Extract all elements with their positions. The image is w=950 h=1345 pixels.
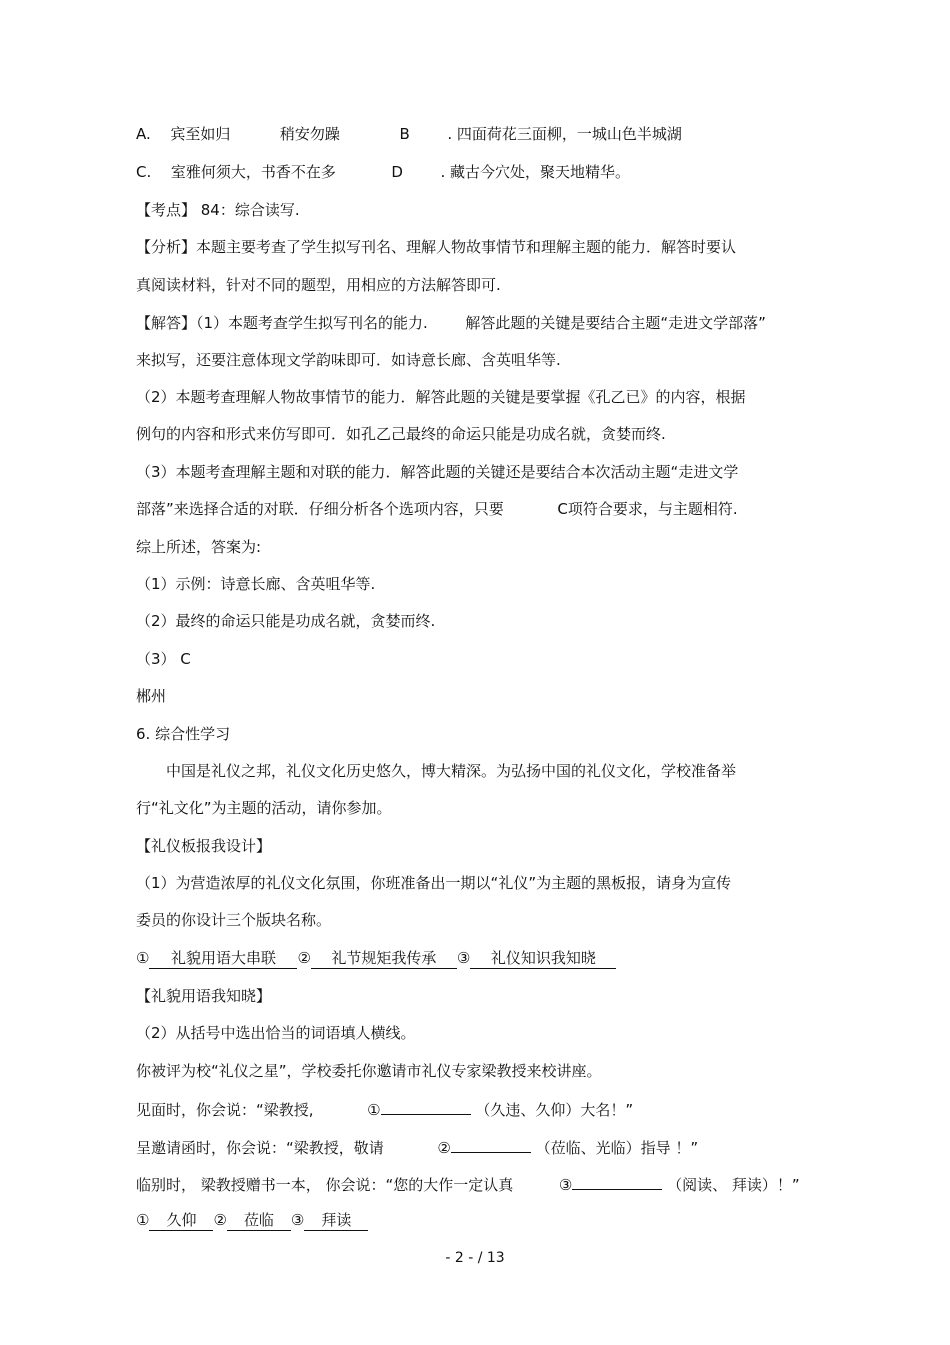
sentence-2: [136, 1136, 698, 1158]
kaodian: 【考点】 84：综合读写.: [136, 201, 300, 219]
q6-2-answers: [136, 1210, 368, 1231]
q6-intro-2: 行“礼文化”为主题的活动，请你参加。: [136, 799, 392, 817]
jieda-line-6b: C项符合要求，与主题相符.: [557, 500, 738, 518]
section-banner-design: 【礼仪板报我设计】: [136, 837, 272, 855]
sentence-3-text: 临别时， 梁教授赠书一本， 你会说：“您的大作一定认真: [136, 1176, 514, 1194]
page-number: - 2 - / 13: [445, 1250, 505, 1266]
sentence-3-options: （阅读、 拜读）！”: [667, 1176, 800, 1194]
option-a-text2: 稍安勿躁: [279, 125, 340, 143]
summary: 综上所述，答案为:: [136, 538, 262, 556]
fenxi-line-2: 真阅读材料，针对不同的题型，用相应的方法解答即可.: [136, 276, 501, 294]
marker-1: ①: [136, 949, 150, 967]
answer-3: （3） C: [136, 650, 191, 668]
option-d-text: . 藏古今穴处，聚天地精华。: [440, 163, 631, 181]
jieda-line-6a: 部落”来选择合适的对联．仔细分析各个选项内容，只要: [136, 500, 504, 518]
sentence-1: [136, 1098, 633, 1120]
sentence-1-options: （久违、久仰）大名！”: [475, 1101, 634, 1119]
option-c-text: 室雅何须大，书香不在多: [170, 163, 336, 181]
jieda-line-5: （3）本题考查理解主题和对联的能力．解答此题的关键还是要结合本次活动主题“走进文学: [136, 463, 739, 481]
jieda-line-1a: 【解答】（1）本题考查学生拟写刊名的能力.: [136, 314, 428, 332]
q6-intro-1: 中国是礼仪之邦，礼仪文化历史悠久，博大精深。为弘扬中国的礼仪文化，学校准备举: [166, 762, 737, 780]
blank-3: [572, 1173, 662, 1190]
fenxi-line-1: 【分析】本题主要考查了学生拟写刊名、理解人物故事情节和理解主题的能力．解答时要认: [136, 238, 737, 256]
jieda-line-6: [136, 499, 738, 519]
section-polite-words: 【礼貌用语我知晓】: [136, 987, 272, 1005]
final-marker-3: ③: [290, 1211, 305, 1229]
q6-2-prompt: （2）从括号中选出恰当的词语填人横线。: [136, 1024, 416, 1042]
option-b-text: . 四面荷花三面柳，一城山色半城湖: [447, 125, 682, 143]
final-marker-2: ②: [213, 1211, 227, 1229]
answer-block-2: 礼节规矩我传承: [311, 948, 457, 969]
jieda-line-2: 来拟写，还要注意体现文学韵味即可．如诗意长廊、含英咀华等.: [136, 351, 561, 369]
sentence-3-marker: ③: [558, 1176, 573, 1194]
options-row-cd: [136, 162, 630, 182]
sentence-2-marker: ②: [437, 1139, 451, 1157]
city-heading: 郴州: [136, 687, 167, 705]
option-c-letter: C.: [136, 163, 152, 181]
final-answer-3: 拜读: [304, 1210, 368, 1231]
answer-block-3: 礼仪知识我知晓: [470, 948, 616, 969]
sentence-2-options: （莅临、光临）指导 ！”: [535, 1139, 699, 1157]
options-row-ab: [136, 124, 682, 144]
jieda-line-4: 例句的内容和形式来仿写即可．如孔乙己最终的命运只能是功成名就，贪婪而终.: [136, 425, 666, 443]
marker-2: ②: [297, 949, 311, 967]
final-answer-2: 莅临: [227, 1210, 291, 1231]
option-d-letter: D: [391, 163, 403, 181]
sentence-1-marker: ①: [367, 1101, 381, 1119]
q6-2-context: 你被评为校“礼仪之星”，学校委托你邀请市礼仪专家梁教授来校讲座。: [136, 1062, 602, 1080]
q6-1-line-b: 委员的你设计三个版块名称。: [136, 911, 332, 929]
final-marker-1: ①: [136, 1211, 150, 1229]
q6-title: 6. 综合性学习: [136, 725, 231, 743]
option-a-text1: 宾至如归: [170, 125, 231, 143]
blank-2: [451, 1136, 531, 1153]
marker-3: ③: [456, 949, 471, 967]
answer-block-1: 礼貌用语大串联: [149, 948, 297, 969]
answer-2: （2）最终的命运只能是功成名就，贪婪而终.: [136, 612, 436, 630]
option-a-letter: A.: [136, 125, 151, 143]
jieda-line-1: [136, 313, 766, 333]
final-answer-1: 久仰: [149, 1210, 213, 1231]
sentence-2-text: 呈邀请函时，你会说：“梁教授，敬请: [136, 1139, 384, 1157]
sentence-3: [136, 1173, 800, 1195]
jieda-line-1b: 解答此题的关键是要结合主题“走进文学部落”: [465, 314, 766, 332]
answer-1: （1）示例：诗意长廊、含英咀华等.: [136, 575, 376, 593]
q6-1-line-a: （1）为营造浓厚的礼仪文化氛围，你班准备出一期以“礼仪”为主题的黑板报，请身为宣传: [136, 874, 732, 892]
jieda-line-3: （2）本题考查理解人物故事情节的能力．解答此题的关键是要掌握《孔乙已》的内容，根据: [136, 388, 746, 406]
sentence-1-text: 见面时，你会说：“梁教授,: [136, 1101, 314, 1119]
q6-1-answers: [136, 948, 616, 969]
option-b-letter: B: [399, 125, 410, 143]
blank-1: [381, 1098, 471, 1115]
